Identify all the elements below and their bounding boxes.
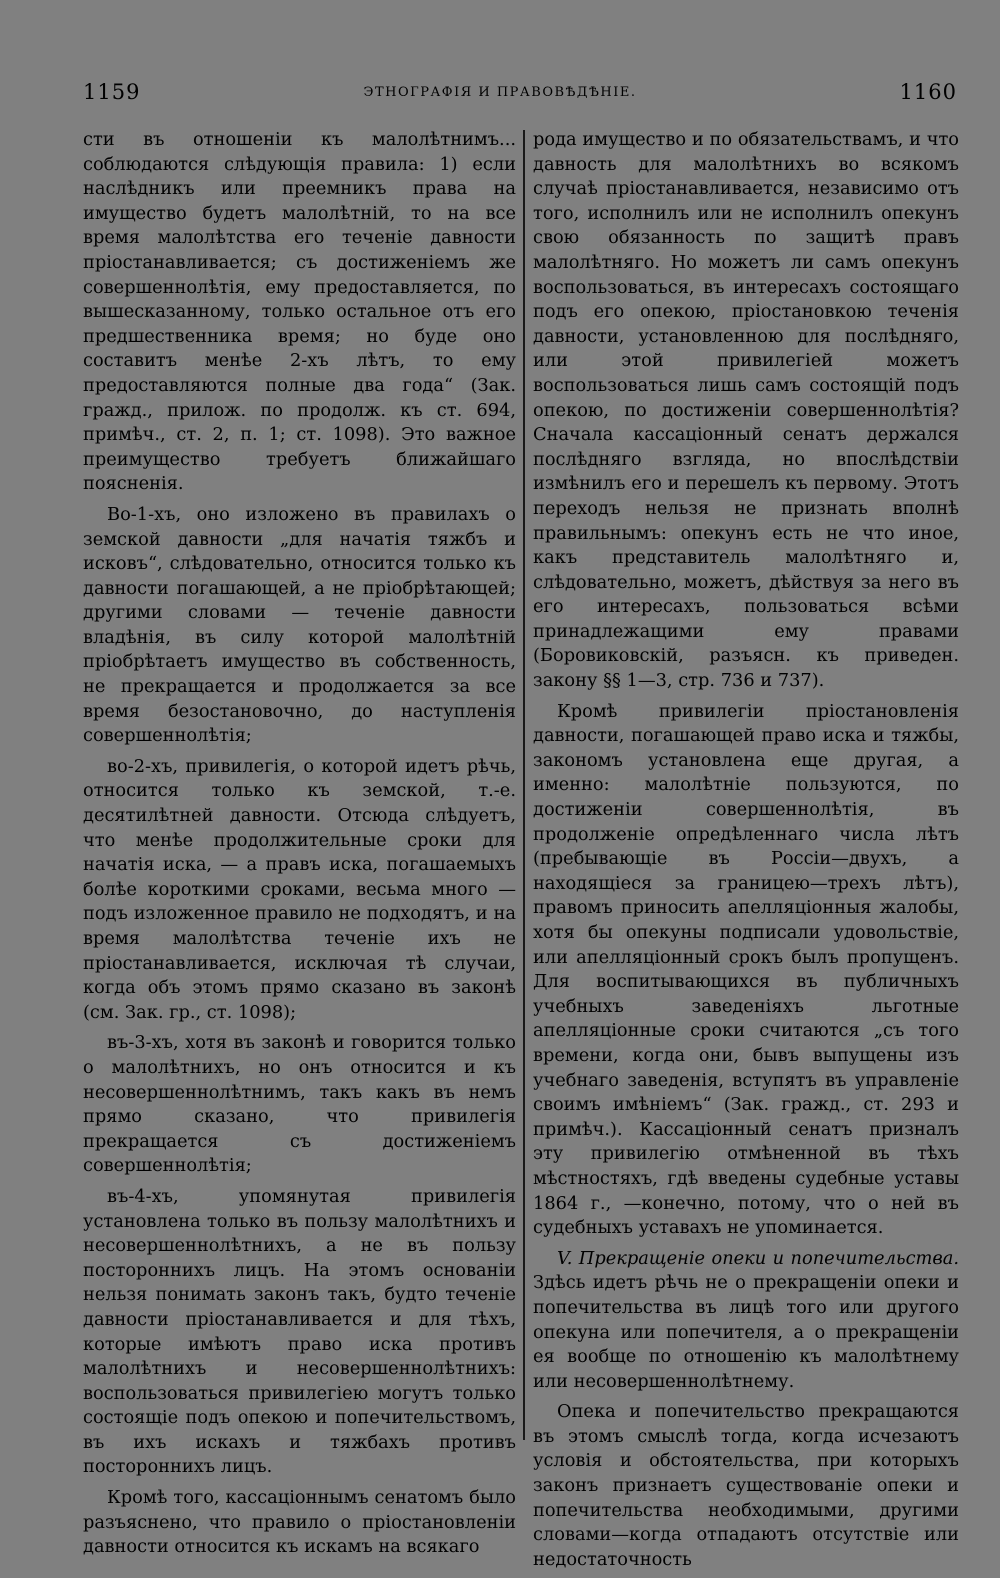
paragraph: сти въ отношеніи къ малолѣтнимъ... соблюдаются слѣдующія правила: 1) если наслѣдникъ или преемникъ права на имущество будетъ малолѣтній, то на все время малолѣтства его теченіе давности пріостанавливается; съ достиженіемъ же совершеннолѣтія, ему предоставляется, по вышесказанному, только остальное отъ его предшественника время; но буде оно составитъ менѣе 2-хъ лѣтъ, то ему предоставляются полные два года“ (Зак. гражд., прилож. по продолж. къ ст. 694, примѣч., ст. 2, п. 1; ст. 1098). Это важное преимущество требуетъ ближайшаго поясненія. — [83, 129, 516, 495]
section-paragraph — [533, 1247, 959, 1395]
section-title: V. Прекращеніе опеки и попечительства. — [557, 1247, 959, 1269]
paragraph: Кромѣ привилегіи пріостановленія давности, погашающей право иска и тяжбы, закономъ установлена еще другая, а именно: малолѣтніе пользуются, по достиженіи совершеннолѣтія, въ продолженіе опредѣленнаго числа лѣтъ (пребывающіе въ Россіи—двухъ, а находящіеся за границею—трехъ лѣтъ), правомъ приносить апелляціонныя жалобы, хотя бы опекуны подписали удовольствіе, или апелляціонный срокъ былъ пропущенъ. Для воспитывающихся въ публичныхъ учебныхъ заведеніяхъ льготные апелляціонные сроки считаются „съ того времени, когда они, бывъ выпущены изъ учебнаго заведенія, вступятъ въ управленіе своимъ имѣніемъ“ (Зак. гражд., ст. 293 и примѣч.). Кассаціонный сенатъ призналъ эту привилегію отмѣненной въ тѣхъ мѣстностяхъ, гдѣ введены судебные уставы 1864 г., —конечно, потому, что о ней въ судебныхъ уставахъ не упоминается. — [533, 700, 959, 1239]
paragraph: во-2-хъ, привилегія, о которой идетъ рѣчь, относится только къ земской, т.-е. десятилѣтней давности. Отсюда слѣдуетъ, что менѣе продолжительные сроки для начатія иска, — а правъ иска, погашаемыхъ болѣе короткими сроками, весьма много — подъ изложенное правило не подходятъ, и на время малолѣтства теченіе ихъ не пріостанавливается, исключая тѣ случаи, когда объ этомъ прямо сказано въ законѣ (см. Зак. гр., ст. 1098); — [83, 755, 516, 1023]
paragraph: въ-4-хъ, упомянутая привилегія установлена только въ пользу малолѣтнихъ и несовершеннолѣтнихъ, а не въ пользу постороннихъ лицъ. На этомъ основаніи нельзя понимать законъ такъ, будто теченіе давности пріостанавливается и для тѣхъ, которые имѣютъ право иска противъ малолѣтнихъ и несовершеннолѣтнихъ: воспользоваться привилегіею могутъ только состоящіе подъ опекою и попечительствомъ, въ ихъ искахъ и тяжбахъ противъ постороннихъ лицъ. — [83, 1185, 516, 1478]
running-head-title: ЭТНОГРАФІЯ И ПРАВОВѢДѢНІЕ. — [363, 85, 637, 100]
left-page-number: 1159 — [83, 80, 141, 104]
paragraph: Кромѣ того, кассаціоннымъ сенатомъ было разъяснено, что правило о пріостановленіи давности относится къ искамъ на всякаго — [83, 1487, 516, 1558]
right-column — [533, 128, 959, 1578]
paragraph: рода имущество и по обязательствамъ, и что давность для малолѣтнихъ во всякомъ случаѣ пріостанавливается, независимо отъ того, исполнилъ или не исполнилъ опекунъ свою обязанность по защитѣ правъ малолѣтняго. Но можетъ ли самъ опекунъ воспользоваться, въ интересахъ состоящаго подъ его опекою, пріостановкою теченія давности, установленною для послѣдняго, или этой привилегіей можетъ воспользоваться лишь самъ состоящій подъ опекою, по достиженіи совершеннолѣтія? Сначала кассаціонный сенатъ держался послѣдняго взгляда, но впослѣдствіи измѣнилъ его и перешелъ къ первому. Этотъ переходъ нельзя не признать вполнѣ правильнымъ: опекунъ есть не что иное, какъ представитель малолѣтняго и, слѣдовательно, можетъ, дѣйствуя за него въ его интересахъ, пользоваться всѣми принадлежащими ему правами (Боровиковскій, разъясн. къ приведен. закону §§ 1—3, стр. 736 и 737). — [533, 129, 959, 692]
column-divider — [523, 130, 525, 1440]
section-text: Здѣсь идетъ рѣчь не о прекращеніи опеки и попечительства въ лицѣ того или другого опекуна или попечителя, а о прекращеніи ея вообще по отношенію къ малолѣтнему или несовершеннолѣтнему. — [533, 1272, 959, 1392]
right-page-number: 1160 — [899, 80, 957, 104]
paragraph: Опека и попечительство прекращаются въ этомъ смыслѣ тогда, когда исчезаютъ условія и обстоятельства, при которыхъ законъ признаетъ существованіе опеки и попечительства необходимыми, другими словами—когда отпадаютъ отсутствіе или недостаточность — [533, 1401, 959, 1570]
left-column — [83, 128, 516, 1566]
page-header — [0, 0, 1000, 120]
paragraph: въ-3-хъ, хотя въ законѣ и говорится только о малолѣтнихъ, но онъ относится и къ несовершеннолѣтнимъ, такъ какъ въ немъ прямо сказано, что привилегія прекращается съ достиженіемъ совершеннолѣтія; — [83, 1032, 516, 1177]
paragraph: Во-1-хъ, оно изложено въ правилахъ о земской давности „для начатія тяжбъ и исковъ“, слѣдовательно, относится только къ давности погашающей, а не пріобрѣтающей; другими словами — теченіе давности владѣнія, въ силу которой малолѣтній пріобрѣтаетъ имущество въ собственность, не прекращается и продолжается за все время безостановочно, до наступленія совершеннолѣтія; — [83, 503, 516, 747]
